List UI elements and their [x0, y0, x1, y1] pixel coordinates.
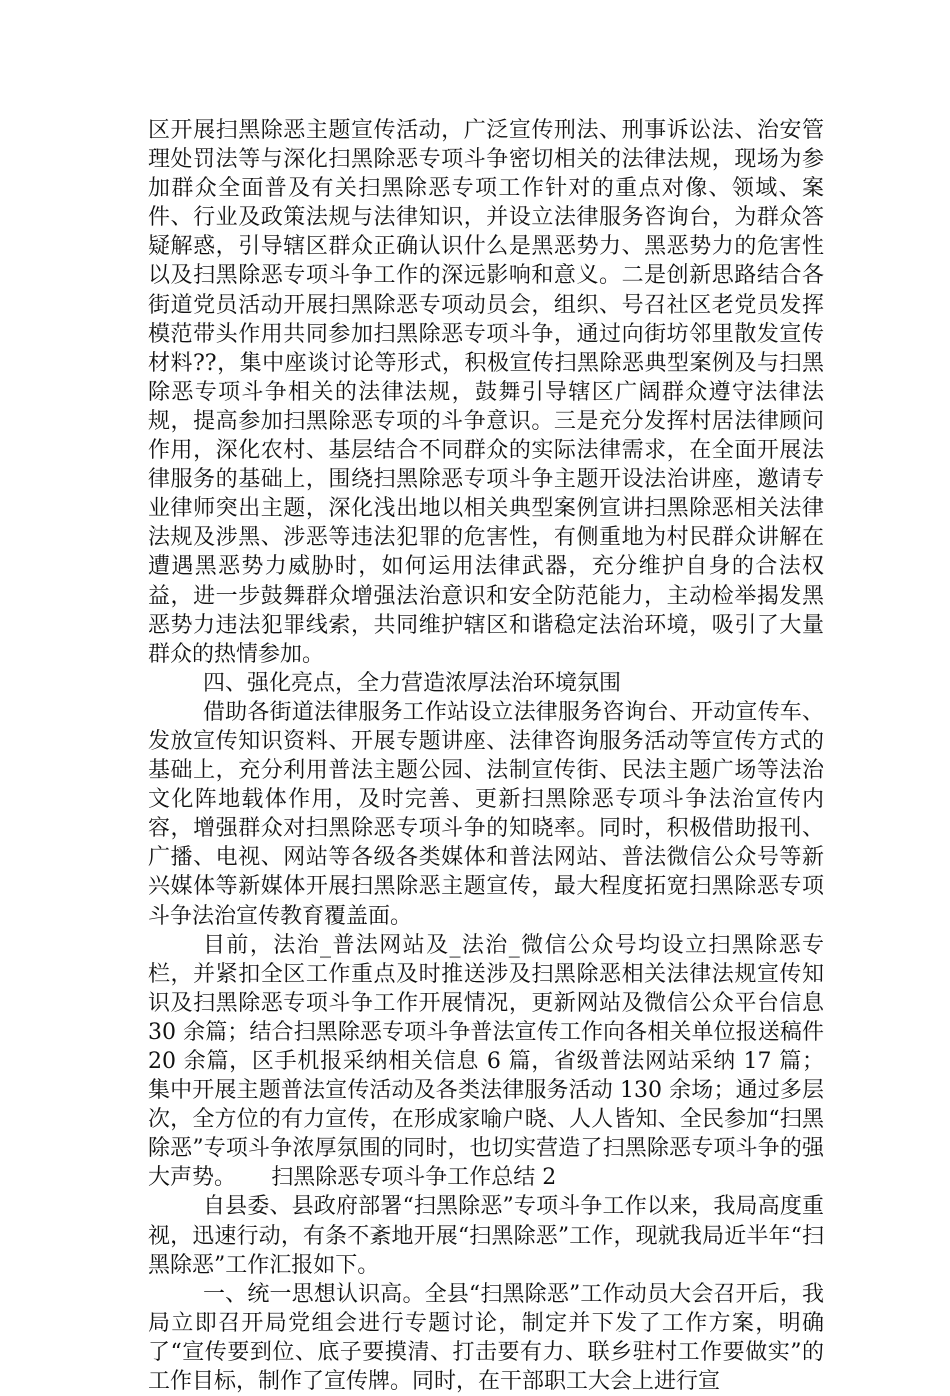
body-paragraph: 自县委、县政府部署“扫黑除恶”专项斗争工作以来，我局高度重视，迅速行动，有条不紊地开展“扫黑除恶”工作，现就我局近半年“扫黑除恶”工作汇报如下。 — [148, 1194, 824, 1278]
body-paragraph: 借助各街道法律服务工作站设立法律服务咨询台、开动宣传车、发放宣传知识资料、开展专题讲座、法律咨询服务活动等宣传方式的基础上，充分利用普法主题公园、法制宣传街、民法主题广场等法治文化阵地载体作用，及时完善、更新扫黑除恶专项斗争法治宣传内容，增强群众对扫黑除恶专项斗争的知晓率。同时，积极借助报刊、广播、电视、网站等各级各类媒体和普法网站、普法微信公众号等新兴媒体等新媒体开展扫黑除恶主题宣传，最大程度拓宽扫黑除恶专项斗争法治宣传教育覆盖面。 — [148, 699, 824, 929]
section-heading: 四、强化亮点，全力营造浓厚法治环境氛围 — [203, 670, 622, 696]
body-paragraph: 一、统一思想认识高。全县“扫黑除恶”工作动员大会召开后，我局立即召开局党组会进行专题讨论，制定并下发了工作方案，明确了“宣传要到位、底子要摸清、打击要有力、联乡驻村工作要做实”的工作目标，制作了宣传牌。同时，在干部职工大会上进行宣 — [148, 1281, 824, 1395]
document-title: 扫黑除恶专项斗争工作总结 2 — [271, 1165, 557, 1191]
document-body — [148, 116, 824, 1396]
body-paragraph-text: 目前，法治_普法网站及_法治_微信公众号均设立扫黑除恶专栏，并紧扣全区工作重点及时推送涉及扫黑除恶相关法律法规宣传知识及扫黑除恶专项斗争工作开展情况，更新网站及微信公众平台信息 30 余篇；结合扫黑除恶专项斗争普法宣传工作向各相关单位报送稿件 20 余篇，区手机报采纳相关信息 6 篇，省级普法网站采纳 17 篇；集中开展主题普法宣传活动及各类法律服务活动 130 余场；通过多层次，全方位的有力宣传，在形成家喻户晓、人人皆知、全民参加“扫黑除恶”专项斗争浓厚氛围的同时，也切实营造了扫黑除恶专项斗争的强大声势。 — [148, 932, 824, 1191]
body-paragraph — [148, 931, 824, 1193]
body-paragraph: 区开展扫黑除恶主题宣传活动，广泛宣传刑法、刑事诉讼法、治安管理处罚法等与深化扫黑除恶专项斗争密切相关的法律法规，现场为参加群众全面普及有关扫黑除恶专项工作针对的重点对像、领域、案件、行业及政策法规与法律知识，并设立法律服务咨询台，为群众答疑解惑，引导辖区群众正确认识什么是黑恶势力、黑恶势力的危害性以及扫黑除恶专项斗争工作的深远影响和意义。二是创新思路结合各街道党员活动开展扫黑除恶专项动员会，组织、号召社区老党员发挥模范带头作用共同参加扫黑除恶专项斗争，通过向街坊邻里散发宣传材料??，集中座谈讨论等形式，积极宣传扫黑除恶典型案例及与扫黑除恶专项斗争相关的法律法规，鼓舞引导辖区广阔群众遵守法律法规，提高参加扫黑除恶专项的斗争意识。三是充分发挥村居法律顾问作用，深化农村、基层结合不同群众的实际法律需求，在全面开展法律服务的基础上，围绕扫黑除恶专项斗争主题开设法治讲座，邀请专业律师突出主题，深化浅出地以相关典型案例宣讲扫黑除恶相关法律法规及涉黑、涉恶等违法犯罪的危害性，有侧重地为村民群众讲解在遭遇黑恶势力威胁时，如何运用法律武器，充分维护自身的合法权益，进一步鼓舞群众增强法治意识和安全防范能力，主动检举揭发黑恶势力违法犯罪线索，共同维护辖区和谐稳定法治环境，吸引了大量群众的热情参加。 — [148, 118, 824, 667]
